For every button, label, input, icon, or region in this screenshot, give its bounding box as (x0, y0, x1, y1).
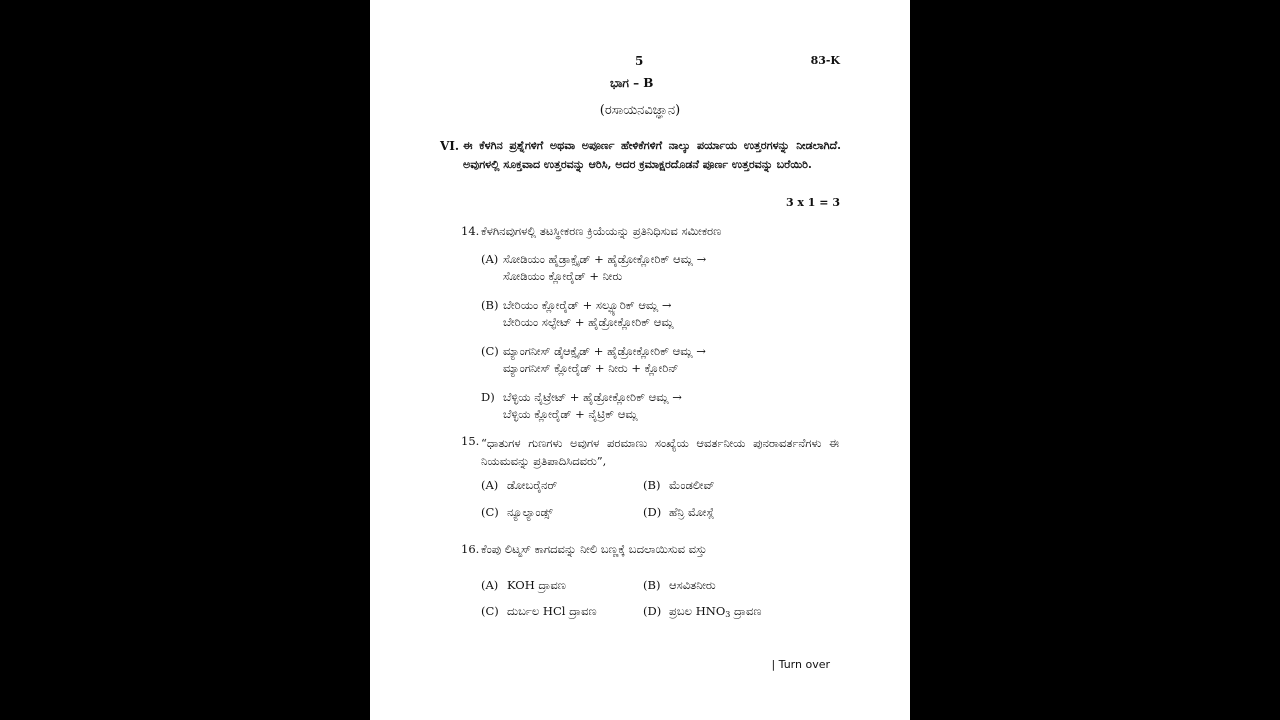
option-label: (D) (643, 604, 662, 618)
subject-title: (ರಸಾಯನವಿಜ್ಞಾನ) (599, 103, 681, 118)
option-line: ಮ್ಯಾಂಗನೀಸ್ ಡೈಆಕ್ಸೈಡ್ + ಹೈಡ್ರೋಕ್ಲೋರಿಕ್ ಆಮ್ಲ → (503, 344, 706, 358)
section-instruction: ಈ ಕೆಳಗಿನ ಪ್ರಶ್ನೆಗಳಿಗೆ ಅಥವಾ ಅಪೂರ್ಣ ಹೇಳಿಕೆಗಳಿಗೆ ನಾಲ್ಕು ಪರ್ಯಾಯ ಉತ್ತರಗಳನ್ನು ನೀಡಲಾಗಿದೆ. ಅವುಗಳಲ್ಲಿ ಸೂಕ್ತವಾದ ಉತ್ತರವನ್ನು ಆರಿಸಿ, ಅದರ ಕ್ರಮಾಕ್ಷರದೊಡನೆ ಪೂರ್ಣ ಉತ್ತರವನ್ನು ಬರೆಯಿರಿ. (463, 139, 841, 171)
option-label: (B) (643, 578, 661, 592)
paper-code: 83-K (810, 54, 840, 67)
option-label: (A) (481, 478, 499, 492)
question-number: 14. (461, 224, 480, 238)
option-c (481, 505, 553, 520)
option-line: ಮ್ಯಾಂಗನೀಸ್ ಕ್ಲೋರೈಡ್ + ನೀರು + ಕ್ಲೋರಿನ್ (503, 361, 679, 375)
subscript: 3 (725, 610, 731, 619)
option-text: ನ್ಯೂಲ್ಯಾಂಡ್ಸ್ (507, 505, 553, 519)
option-label: (C) (481, 604, 499, 618)
option-a (481, 578, 566, 593)
option-d (481, 389, 682, 423)
question-text: ಕೆಳಗಿನವುಗಳಲ್ಲಿ ತಟಸ್ಥೀಕರಣ ಕ್ರಿಯೆಯನ್ನು ಪ್ರತಿನಿಧಿಸುವ ಸಮೀಕರಣ (481, 224, 722, 238)
option-c (481, 604, 597, 619)
option-line: ಬೆಳ್ಳಿಯ ನೈಟ್ರೇಟ್ + ಹೈಡ್ರೋಕ್ಲೋರಿಕ್ ಆಮ್ಲ → (503, 390, 682, 404)
option-line: ಬೆಳ್ಳಿಯ ಕ್ಲೋರೈಡ್ + ನೈಟ್ರಿಕ್ ಆಮ್ಲ (503, 407, 638, 421)
exam-page (370, 0, 910, 720)
option-text: ಮೆಂಡಲೀವ್ (669, 478, 715, 492)
option-label: (A) (481, 252, 499, 266)
option-a (481, 478, 557, 493)
option-label: D) (481, 390, 495, 404)
option-label: (B) (481, 298, 499, 312)
option-d (643, 604, 762, 619)
option-line: ಸೋಡಿಯಂ ಕ್ಲೋರೈಡ್ + ನೀರು (503, 269, 623, 283)
option-line: ಸೋಡಿಯಂ ಹೈಡ್ರಾಕ್ಸೈಡ್ + ಹೈಡ್ರೋಕ್ಲೋರಿಕ್ ಆಮ್ಲ → (503, 252, 707, 266)
option-text (669, 604, 762, 618)
option-text: ಡೋಬರೈನರ್ (507, 478, 558, 492)
option-text: KOH ದ್ರಾವಣ (507, 578, 566, 592)
option-text: ಹೆನ್ರಿ ಮೋಸ್ಲೆ (669, 505, 715, 519)
option-text-main: ಪ್ರಬಲ HNO (669, 604, 726, 618)
option-b (643, 578, 716, 593)
marks-allocation: 3 x 1 = 3 (785, 196, 840, 209)
option-a (481, 251, 706, 285)
option-text: ಆಸವಿತನೀರು (669, 578, 716, 592)
option-text-tail: ದ್ರಾವಣ (730, 604, 762, 618)
option-label: (C) (481, 505, 499, 519)
question-number: 16. (461, 542, 480, 556)
option-line: ಬೇರಿಯಂ ಸಲ್ಫೇಟ್ + ಹೈಡ್ರೋಕ್ಲೋರಿಕ್ ಆಮ್ಲ (503, 315, 674, 329)
option-b (481, 297, 674, 331)
question-text: ಕೆಂಪು ಲಿಟ್ಮಸ್ ಕಾಗದವನ್ನು ನೀಲಿ ಬಣ್ಣಕ್ಕೆ ಬದಲಾಯಿಸುವ ವಸ್ತು (481, 542, 707, 556)
turn-over-footer: | Turn over (771, 658, 830, 671)
option-label: (C) (481, 344, 499, 358)
option-c (481, 343, 706, 377)
page-number: 5 (635, 54, 644, 68)
part-label: ಭಾಗ – B (610, 76, 654, 90)
option-label: (A) (481, 578, 499, 592)
option-text: ದುರ್ಬಲ HCl ದ್ರಾವಣ (507, 604, 597, 618)
option-label: (D) (643, 505, 662, 519)
question-text: “ಧಾತುಗಳ ಗುಣಗಳು ಅವುಗಳ ಪರಮಾಣು ಸಂಖ್ಯೆಯ ಆವರ್ತನೀಯ ಪುನರಾವರ್ತನೆಗಳು ಈ ನಿಯಮವನ್ನು ಪ್ರತಿಪಾದಿಸಿದವರು”, (481, 436, 839, 468)
section-number: VI. (440, 139, 460, 153)
option-d (643, 505, 714, 520)
option-label: (B) (643, 478, 661, 492)
option-b (643, 478, 715, 493)
question-number: 15. (461, 434, 480, 448)
option-line: ಬೇರಿಯಂ ಕ್ಲೋರೈಡ್ + ಸಲ್ಫ್ಯೂರಿಕ್ ಆಮ್ಲ → (503, 298, 672, 312)
